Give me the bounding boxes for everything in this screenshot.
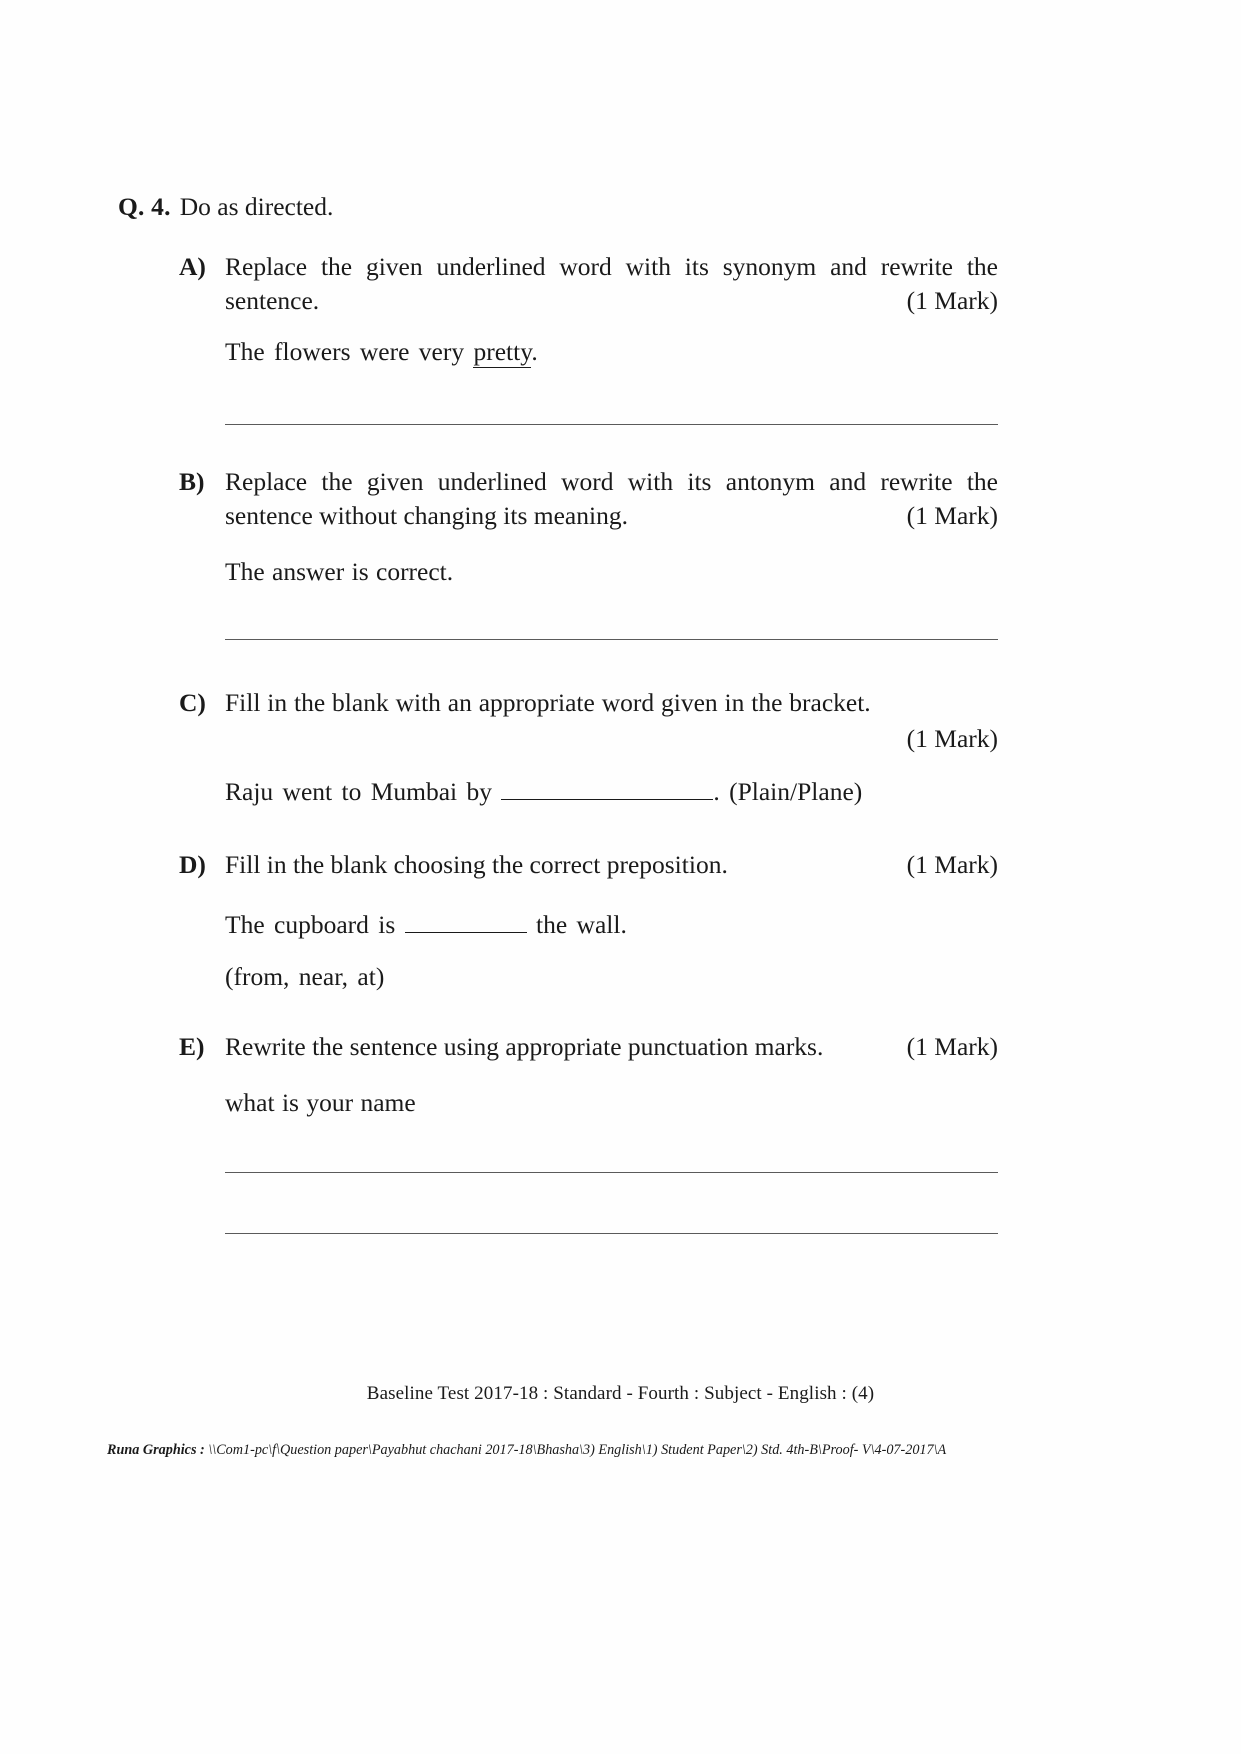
item-b-marks: (1 Mark) [906,500,998,530]
item-b-letter: B) [179,466,205,496]
item-b-sentence: The answer is correct. [225,556,454,586]
item-b-body [225,465,998,589]
item-e-prompt-line1: Rewrite the sentence using appropriate punctuation marks. [225,1032,824,1062]
footer-brand: Runa Graphics : [107,1442,205,1458]
item-d-sentence [225,908,998,942]
item-e-body [225,1030,998,1120]
item-c [118,686,998,809]
item-e-sentence: what is your name [225,1088,416,1118]
item-a-sentence-after: . [531,337,538,367]
item-c-letter: C) [179,688,206,718]
question-sheet [118,190,998,1234]
item-e-answer-rule-2[interactable] [225,1233,998,1234]
item-a-prompt-line2-row [225,284,998,318]
item-a [118,250,998,369]
item-e-letter: E) [179,1032,205,1062]
item-a-marks: (1 Mark) [906,286,998,316]
item-a-answer-rule[interactable] [225,424,998,425]
item-a-underlined-word: pretty [473,337,532,367]
item-d-marks: (1 Mark) [906,849,998,879]
question-number: Q. 4. [118,192,171,221]
item-b-prompt-line1: Replace the given underlined word with its antonym and rewrite the [225,466,998,496]
item-e [118,1030,998,1120]
item-d [118,848,998,994]
item-e-answer-rule-1[interactable] [225,1172,998,1173]
item-d-sentence-after: the wall. [526,909,627,939]
question-title: Do as directed. [179,192,334,221]
item-c-sentence [225,775,998,809]
item-a-prompt-line2: sentence. [225,286,320,316]
footer-file-path: \\Com1-pc\f\Question paper\Payabhut chachani 2017-18\Bhasha\3) English\1) Student Paper\2) Std. 4th-B\Proof- V\4-07-2017\A [204,1442,947,1458]
item-a-prompt-line1: Replace the given underlined word with its synonym and rewrite the [225,252,998,282]
item-c-sentence-before: Raju went to Mumbai by [225,777,502,807]
question-heading [118,190,998,224]
item-d-blank[interactable] [405,932,527,933]
item-d-letter: D) [179,849,206,879]
item-a-body [225,250,998,369]
item-d-prompt-line1: Fill in the blank choosing the correct preposition. [225,849,728,879]
item-d-options: (from, near, at) [225,961,385,991]
item-d-prompt-line1-row [225,848,998,882]
item-c-body [225,686,998,809]
footer-exam-label: Baseline Test 2017-18 : Standard - Fourth : Subject - English : (4) [366,1383,875,1404]
item-b-answer-rule[interactable] [225,639,998,640]
item-e-prompt-line1-row [225,1030,998,1064]
item-a-sentence [225,335,998,369]
item-b [118,465,998,589]
item-e-marks: (1 Mark) [906,1032,998,1062]
item-c-blank[interactable] [501,799,713,800]
item-a-letter: A) [179,252,206,282]
item-a-sentence-before: The flowers were very [225,337,474,367]
item-c-marks: (1 Mark) [906,724,998,754]
item-c-sentence-after: . (Plain/Plane) [713,777,863,807]
item-b-prompt-line2: sentence without changing its meaning. [225,500,628,530]
footer-print-path [107,1442,946,1459]
item-d-body [225,848,998,994]
item-c-prompt-line1: Fill in the blank with an appropriate word given in the bracket. [225,688,871,718]
item-b-prompt-line2-row [225,499,998,533]
item-d-sentence-before: The cupboard is [225,909,405,939]
